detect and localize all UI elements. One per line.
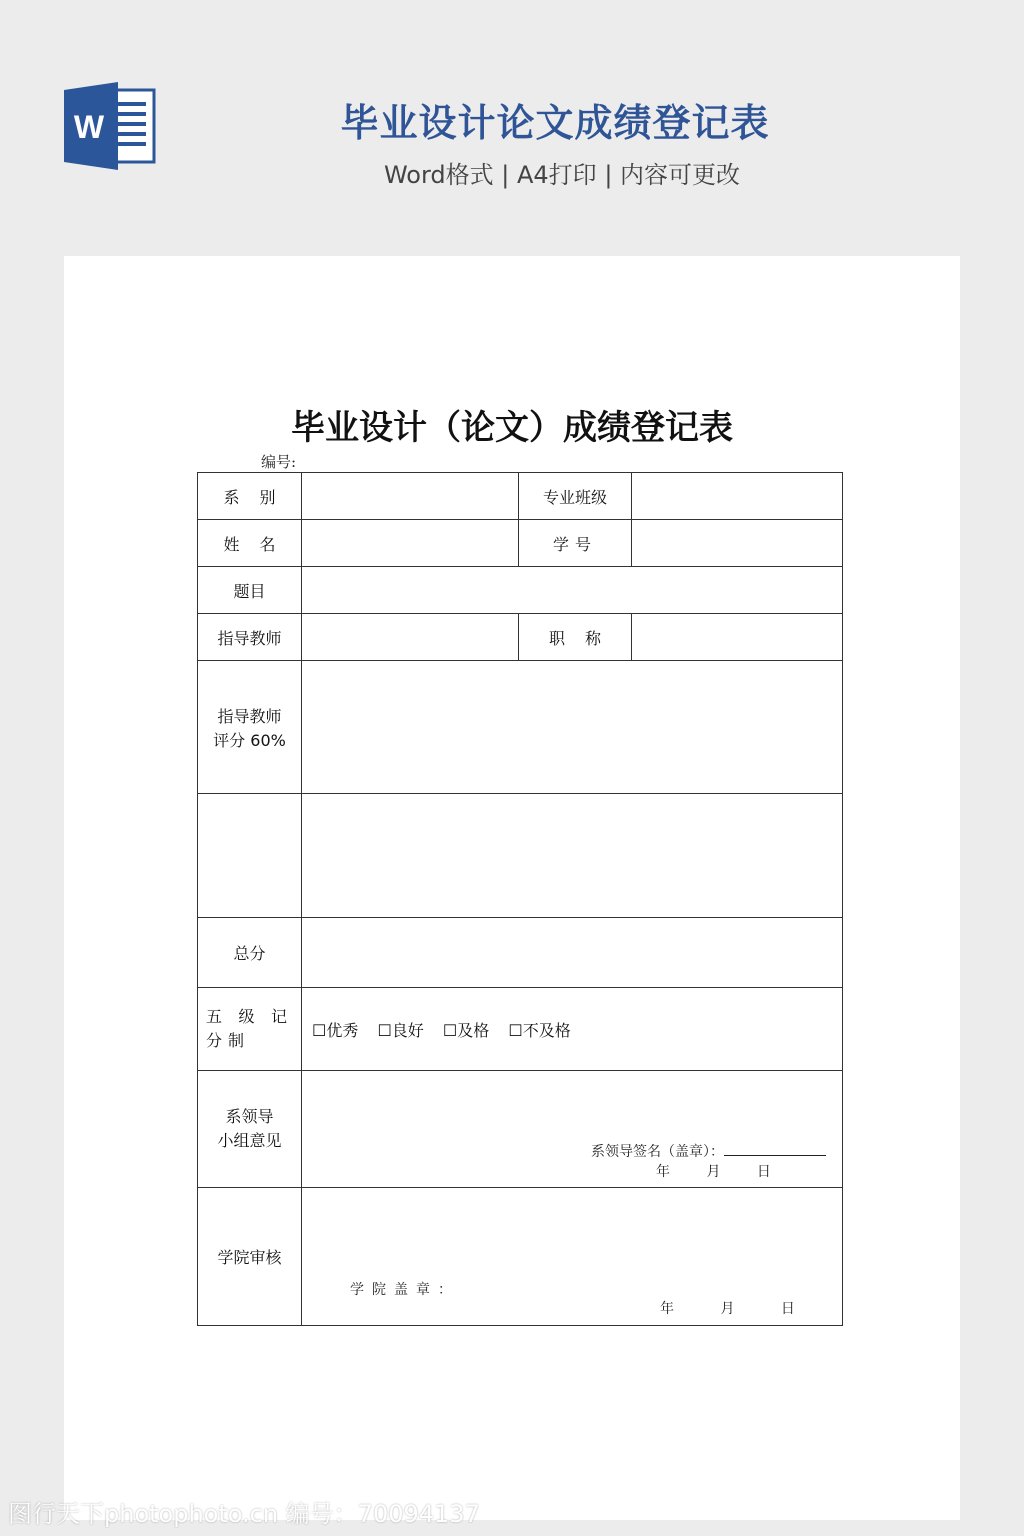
table-row (198, 520, 843, 567)
label-title-rank: 职称 (519, 614, 632, 661)
table-row (198, 567, 843, 614)
field-total[interactable] (302, 918, 843, 988)
table-row (198, 661, 843, 794)
blank-label-cell (198, 794, 302, 918)
table-row (198, 988, 843, 1071)
dept-signature: 系领导签名（盖章）： (591, 1141, 826, 1161)
field-title-rank[interactable] (632, 614, 843, 661)
label-major-class: 专业班级 (519, 473, 632, 520)
field-major-class[interactable] (632, 473, 843, 520)
label-name: 姓名 (198, 520, 302, 567)
dept-date: 年 月 日 (656, 1164, 771, 1180)
option-pass[interactable]: ☐及格 (442, 1020, 490, 1040)
option-fail[interactable]: ☐不及格 (508, 1020, 571, 1040)
table-row (198, 918, 843, 988)
grade-options (302, 988, 843, 1071)
table-row (198, 473, 843, 520)
label-advisor: 指导教师 (198, 614, 302, 661)
college-stamp-label: 学院盖章： (350, 1282, 460, 1298)
document-title: 毕业设计（论文）成绩登记表 (291, 408, 733, 448)
field-topic[interactable] (302, 567, 843, 614)
label-college-review: 学院审核 (198, 1188, 302, 1326)
field-department[interactable] (302, 473, 519, 520)
option-good[interactable]: ☐良好 (377, 1020, 424, 1040)
label-advisor-score: 指导教师 评分 60% (198, 661, 302, 794)
label-grade-system: 五级记分制 (198, 988, 302, 1071)
label-topic: 题目 (198, 567, 302, 614)
label-department: 系别 (198, 473, 302, 520)
field-advisor-score[interactable] (302, 661, 843, 794)
field-student-id[interactable] (632, 520, 843, 567)
field-dept-opinion[interactable] (302, 1071, 843, 1188)
page-subtitle: Word格式 | A4打印 | 内容可更改 (383, 161, 741, 189)
table-row (198, 794, 843, 918)
field-blank[interactable] (302, 794, 843, 918)
field-name[interactable] (302, 520, 519, 567)
logo-letter: W (73, 109, 105, 145)
label-dept-opinion: 系领导 小组意见 (198, 1071, 302, 1188)
watermark: 图行天下photophoto.cn 编号：70094137 (8, 1500, 480, 1528)
table-row (198, 1071, 843, 1188)
table-row (198, 1188, 843, 1326)
field-college-review[interactable] (302, 1188, 843, 1326)
field-advisor[interactable] (302, 614, 519, 661)
page-title: 毕业设计论文成绩登记表 (340, 101, 770, 145)
grade-form-table (197, 472, 843, 1326)
college-date: 年 月 日 (660, 1301, 795, 1317)
label-total: 总分 (198, 918, 302, 988)
label-student-id: 学号 (519, 520, 632, 567)
table-row (198, 614, 843, 661)
document-page (64, 256, 960, 1520)
serial-label: 编号: (261, 453, 297, 471)
option-excellent[interactable]: ☐优秀 (312, 1020, 359, 1040)
